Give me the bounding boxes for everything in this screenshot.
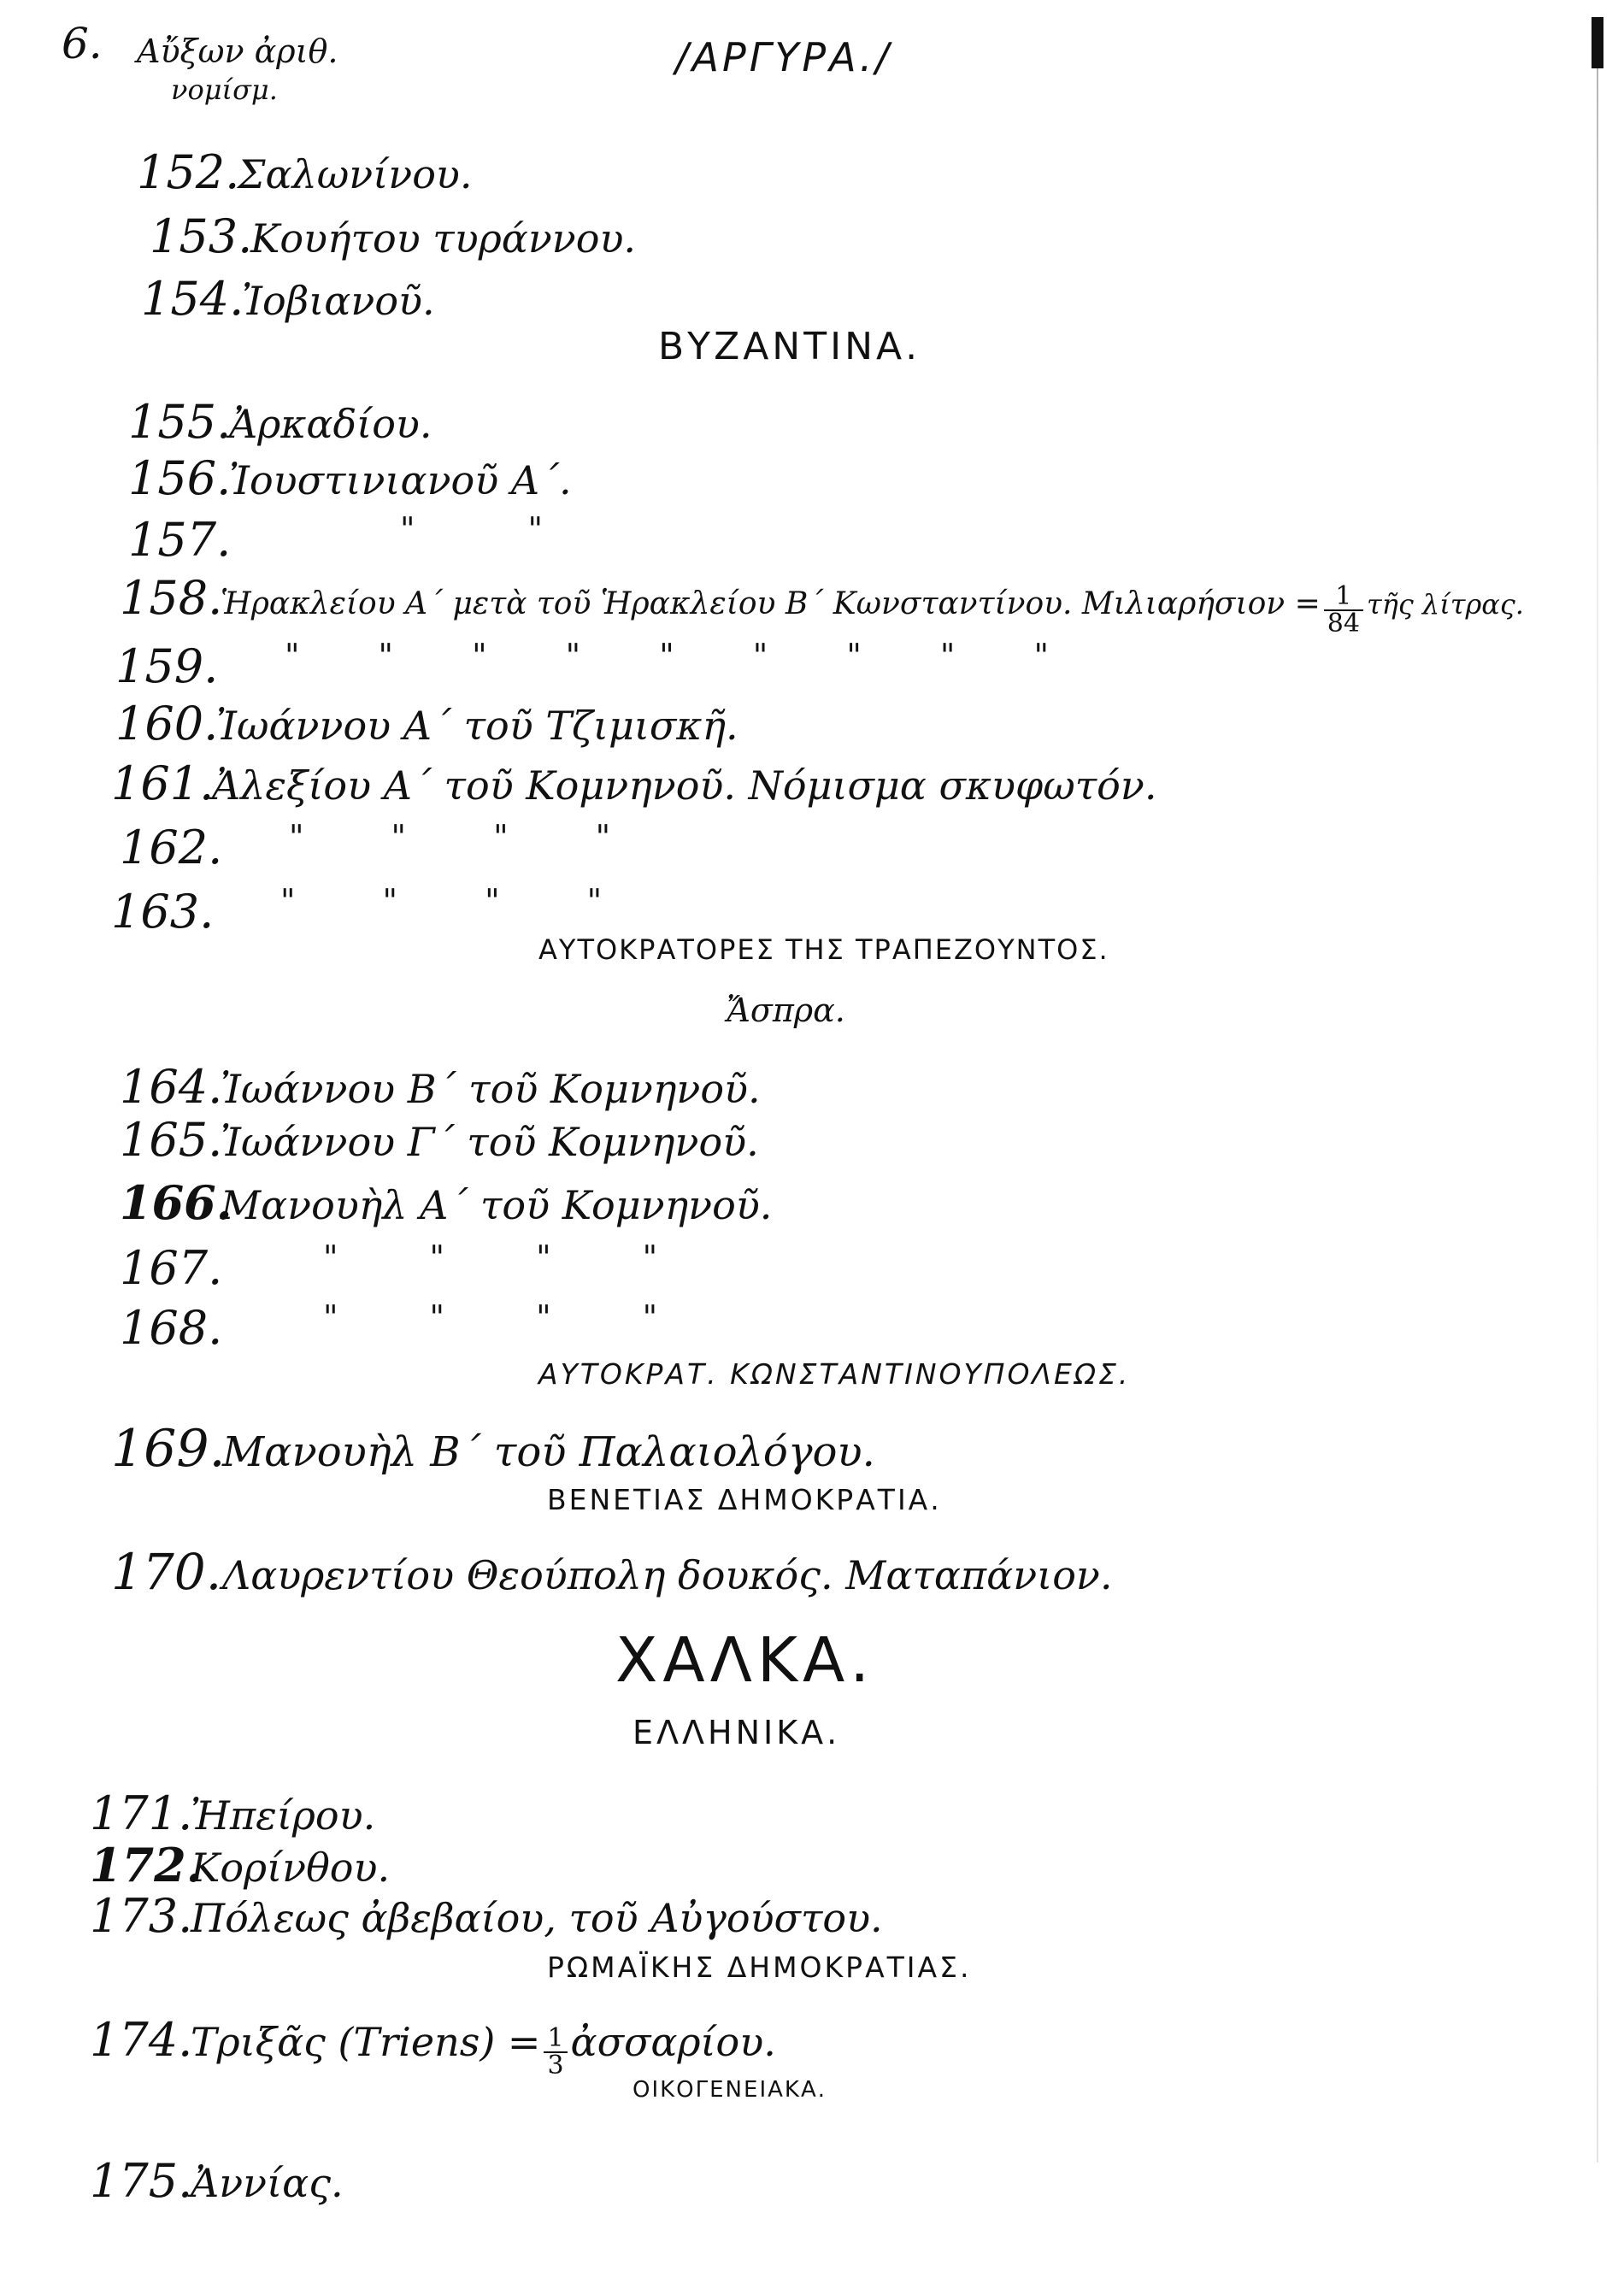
fraction-numerator: 1 [544, 2026, 567, 2053]
entry-text: Ἰωάννου Β΄ τοῦ Κομνηνοῦ. [221, 1066, 761, 1112]
entry-text-tail: ἀσσαρίου. [570, 2019, 776, 2065]
entry-text: Ἡρακλείου Α΄ μετὰ τοῦ Ἡρακλείου Β΄ Κωνσταντίνου. Μιλιαρήσιον = [221, 586, 1321, 621]
entry-text: Ἀρκαδίου. [229, 401, 432, 447]
entry-number: 173. [90, 1889, 193, 1943]
entry-text: Μανουὴλ Α΄ τοῦ Κομνηνοῦ. [221, 1182, 773, 1228]
entry-text: Πόλεως ἀβεβαίου, τοῦ Αὐγούστου. [191, 1895, 883, 1941]
entry-number: 175. [90, 2154, 193, 2208]
entry-text: Ἰωάννου Α΄ τοῦ Τζιμισκῆ. [216, 703, 738, 749]
list-item [90, 2013, 776, 2079]
list-item [128, 510, 544, 567]
heading-trapezountos: ΑΥΤΟΚΡΑΤΟΡΕΣ ΤΗΣ ΤΡΑΠΕΖΟΥΝΤΟΣ. [538, 933, 1109, 966]
entry-number: 161. [111, 756, 215, 810]
ditto-marks: " " " " [323, 1298, 658, 1336]
list-item [128, 395, 432, 449]
ditto-marks: " " " " [323, 1239, 658, 1276]
list-item [128, 451, 572, 505]
list-item [150, 209, 636, 263]
heading-romaikis: ΡΩΜΑΪΚΗΣ ΔΗΜΟΚΡΑΤΙΑΣ. [547, 1951, 972, 1984]
entry-text: Σαλωνίνου. [238, 151, 473, 197]
ditto-marks: " " [400, 510, 544, 548]
list-item [120, 1113, 759, 1167]
list-item [120, 571, 1524, 637]
page-number: 6. [62, 19, 103, 68]
corner-note-line-2: νομίσμ. [171, 74, 278, 106]
fraction-denominator: 84 [1327, 608, 1360, 638]
heading-byzantina: ΒΥΖΑΝΤΙΝΑ. [658, 325, 921, 368]
entry-number: 171. [90, 1786, 193, 1840]
entry-number: 172. [90, 1838, 203, 1892]
section-title: /ΑΡΓΥΡΑ./ [675, 34, 892, 80]
list-item [115, 639, 1049, 693]
list-item [90, 1889, 883, 1943]
entry-text: Ἀλεξίου Α΄ τοῦ Κομνηνοῦ. Νόμισμα σκυφωτόν. [212, 762, 1157, 809]
corner-note-line-1: Αὔξων ἀριθ. [137, 32, 338, 70]
fraction [544, 2022, 567, 2080]
entry-text: Ἀννίας. [191, 2160, 344, 2206]
list-item [120, 818, 611, 874]
entry-text: Ἰωάννου Γ΄ τοῦ Κομνηνοῦ. [221, 1119, 759, 1165]
list-item [120, 1060, 761, 1114]
entry-number: 158. [120, 571, 223, 625]
entry-number: 154. [141, 272, 244, 326]
entry-number: 153. [150, 209, 253, 263]
heading-venetias: ΒΕΝΕΤΙΑΣ ΔΗΜΟΚΡΑΤΙΑ. [547, 1483, 942, 1516]
entry-text: Μανουὴλ Β΄ τοῦ Παλαιολόγου. [222, 1428, 875, 1476]
list-item [115, 697, 738, 750]
scan-edge-mark [1592, 17, 1603, 68]
list-item [120, 1241, 657, 1295]
entry-text: Ἰοβιανοῦ. [242, 278, 435, 324]
heading-xalka: ΧΑΛΚΑ. [615, 1624, 875, 1696]
heading-konstantinoupoleos: ΑΥΤΟΚΡΑΤ. ΚΩΝΣΤΑΝΤΙΝΟΥΠΟΛΕΩΣ. [538, 1357, 1131, 1391]
list-item [137, 145, 473, 199]
list-item [141, 272, 435, 326]
entry-text: Τριξᾶς (Triens) = [191, 2019, 541, 2065]
list-item [111, 756, 1156, 810]
entry-number: 157. [128, 513, 232, 567]
entry-number: 166. [120, 1175, 232, 1230]
list-item [90, 1786, 375, 1840]
entry-number: 159. [115, 639, 219, 693]
fraction-numerator: 1 [1324, 584, 1363, 611]
list-item [111, 882, 603, 939]
entry-text: Λαυρεντίου Θεούπολη δουκός. Ματαπάνιον. [222, 1552, 1113, 1598]
heading-ellinika: ΕΛΛΗΝΙΚΑ. [633, 1714, 841, 1751]
list-item [90, 2154, 344, 2208]
fraction-denominator: 3 [547, 2050, 564, 2080]
list-item [111, 1543, 1113, 1601]
fraction [1324, 580, 1363, 638]
entry-number: 160. [115, 697, 219, 750]
ditto-marks: " " " " [289, 818, 611, 856]
ditto-marks: " " " " [280, 882, 603, 920]
entry-number: 168. [120, 1301, 223, 1355]
entry-number: 152. [137, 145, 240, 199]
heading-oikogeneiaka: ΟΙΚΟΓΕΝΕΙΑΚΑ. [633, 2077, 827, 2103]
entry-text: Ἰουστινιανοῦ Α΄. [229, 457, 572, 503]
entry-number: 156. [128, 451, 232, 505]
list-item [111, 1419, 875, 1479]
entry-number: 163. [111, 885, 215, 939]
entry-number: 174. [90, 2013, 193, 2067]
entry-number: 167. [120, 1241, 223, 1295]
entry-number: 170. [111, 1543, 222, 1601]
list-item [90, 1838, 390, 1892]
list-item [120, 1175, 772, 1230]
entry-number: 165. [120, 1113, 223, 1167]
entry-text: Κορίνθου. [191, 1845, 391, 1891]
list-item [120, 1298, 658, 1355]
scan-edge-line [1597, 68, 1598, 2163]
ditto-marks: " " " " " " " " " [285, 637, 1049, 674]
entry-number: 169. [111, 1419, 226, 1479]
entry-number: 155. [128, 395, 232, 449]
entry-number: 162. [120, 821, 223, 874]
entry-text: Κουήτου τυράννου. [250, 215, 637, 262]
entry-number: 164. [120, 1060, 223, 1114]
entry-text: Ἠπείρου. [191, 1792, 376, 1839]
entry-text-tail: τῆς λίτρας. [1366, 588, 1524, 621]
heading-aspra: Ἄσπρα. [727, 992, 845, 1029]
